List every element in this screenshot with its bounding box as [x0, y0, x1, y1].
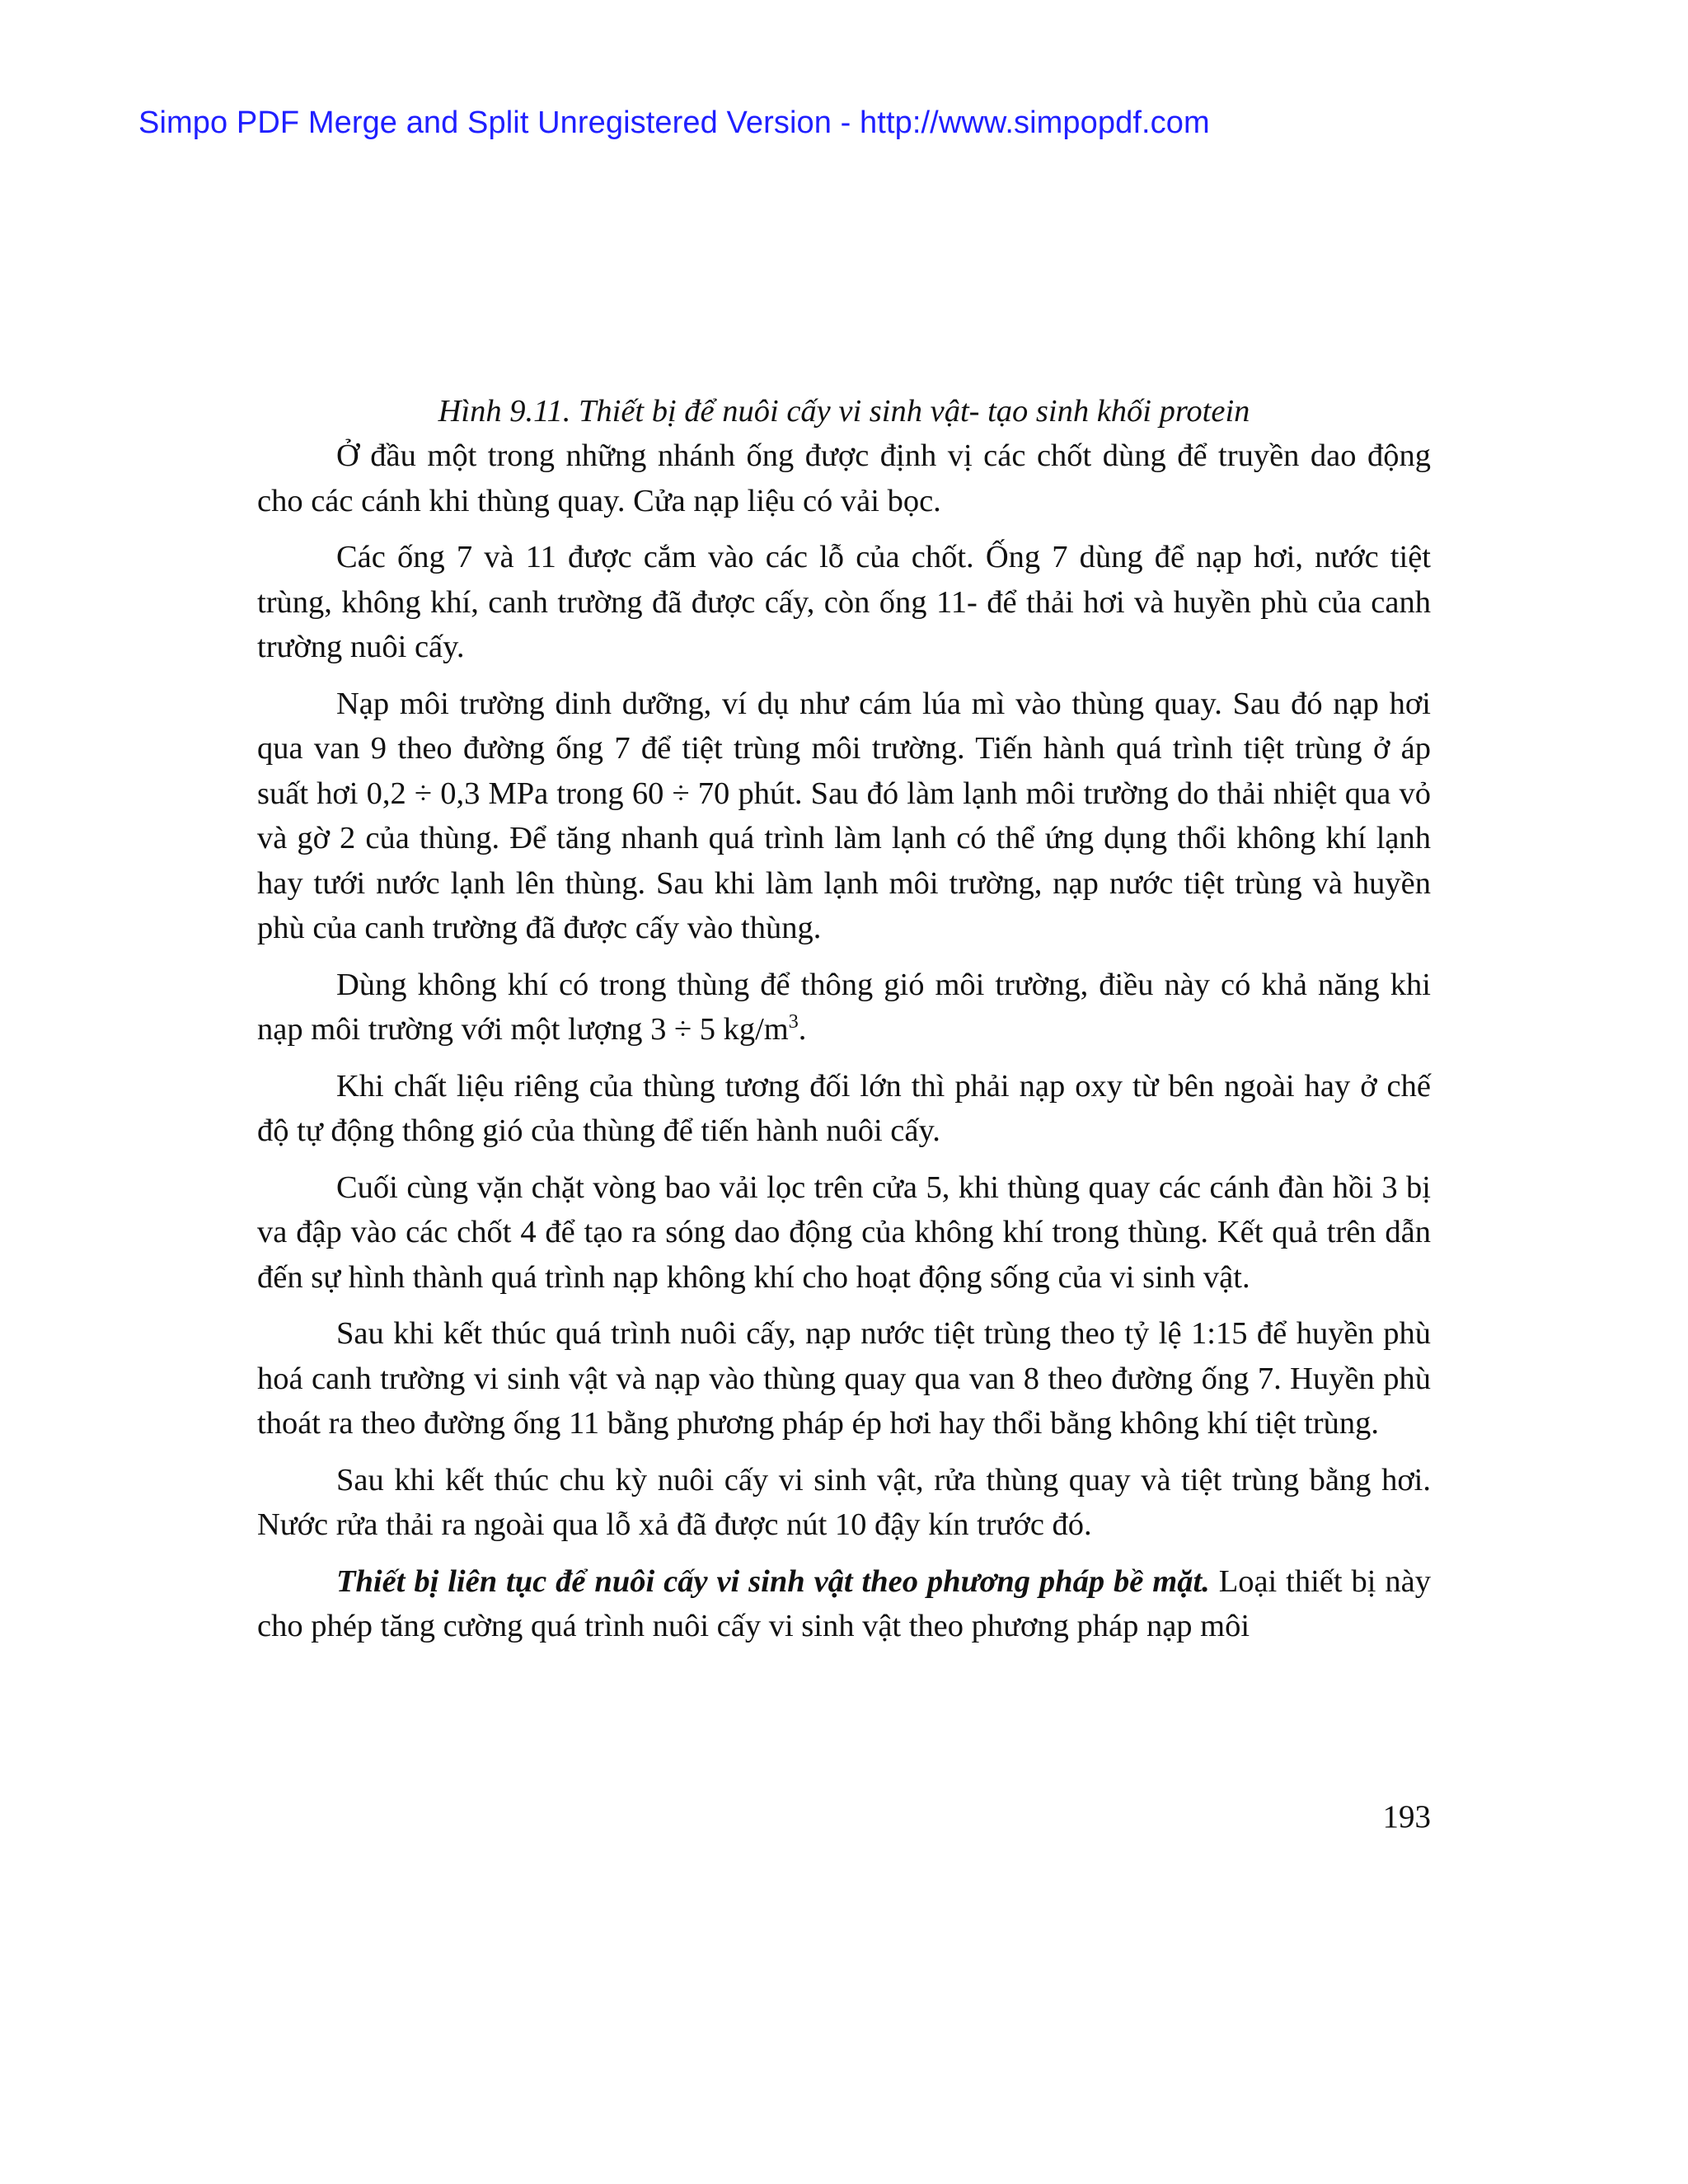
paragraph-7: Sau khi kết thúc quá trình nuôi cấy, nạp nước tiệt trùng theo tỷ lệ 1:15 để huyền phù hoá canh trường vi sinh vật và nạp vào thùng quay qua van 8 theo đường ống 7. Huyền phù thoát ra theo đường ống 11 bằng phương pháp ép hơi hay thổi bằng không khí tiệt trùng.: [257, 1316, 1431, 1441]
section-heading-inline: Thiết bị liên tục để nuôi cấy vi sinh vật theo phương pháp bề mặt.: [336, 1563, 1210, 1599]
watermark-banner: Simpo PDF Merge and Split Unregistered Version - http://www.simpopdf.com: [138, 105, 1210, 140]
page-body: [257, 389, 1431, 1661]
paragraph-9-text: Loại thiết bị này cho phép tăng cường quá trình nuôi cấy vi sinh vật theo phương pháp nạp môi: [257, 1563, 1431, 1643]
paragraph-4-text: Dùng không khí có trong thùng để thông gió môi trường, điều này có khả năng khi nạp môi trường với một lượng 3 ÷ 5 kg/m: [257, 967, 1431, 1047]
paragraph-5: Khi chất liệu riêng của thùng tương đối lớn thì phải nạp oxy từ bên ngoài hay ở chế độ tự động thông gió của thùng để tiến hành nuôi cấy.: [257, 1068, 1431, 1148]
paragraph-1: Ở đầu một trong những nhánh ống được định vị các chốt dùng để truyền dao động cho các cánh khi thùng quay. Cửa nạp liệu có vải bọc.: [257, 438, 1431, 518]
superscript-exponent: 3: [788, 1011, 799, 1033]
page-number: 193: [1382, 1799, 1431, 1835]
paragraph-3: Nạp môi trường dinh dưỡng, ví dụ như cám lúa mì vào thùng quay. Sau đó nạp hơi qua van 9 theo đường ống 7 để tiệt trùng môi trường. Tiến hành quá trình tiệt trùng ở áp suất hơi 0,2 ÷ 0,3 MPa trong 60 ÷ 70 phút. Sau đó làm lạnh môi trường do thải nhiệt qua vỏ và gờ 2 của thùng. Để tăng nhanh quá trình làm lạnh có thể ứng dụng thổi không khí lạnh hay tưới nước lạnh lên thùng. Sau khi làm lạnh môi trường, nạp nước tiệt trùng và huyền phù của canh trường đã được cấy vào thùng.: [257, 686, 1431, 945]
paragraph-8: Sau khi kết thúc chu kỳ nuôi cấy vi sinh vật, rửa thùng quay và tiệt trùng bằng hơi. Nước rửa thải ra ngoài qua lỗ xả đã được nút 10 đậy kín trước đó.: [257, 1462, 1431, 1542]
paragraph-4-period: .: [798, 1012, 807, 1047]
paragraph-9: [257, 1559, 1431, 1649]
paragraph-6: Cuối cùng vặn chặt vòng bao vải lọc trên cửa 5, khi thùng quay các cánh đàn hồi 3 bị va đập vào các chốt 4 để tạo ra sóng dao động của không khí trong thùng. Kết quả trên dẫn đến sự hình thành quá trình nạp không khí cho hoạt động sống của vi sinh vật.: [257, 1169, 1431, 1295]
paragraph-2: Các ống 7 và 11 được cắm vào các lỗ của chốt. Ống 7 dùng để nạp hơi, nước tiệt trùng, không khí, canh trường đã được cấy, còn ống 11- để thải hơi và huyền phù của canh trường nuôi cấy.: [257, 540, 1431, 664]
paragraph-4: [257, 963, 1431, 1052]
figure-caption: Hình 9.11. Thiết bị để nuôi cấy vi sinh vật- tạo sinh khối protein: [438, 394, 1250, 429]
